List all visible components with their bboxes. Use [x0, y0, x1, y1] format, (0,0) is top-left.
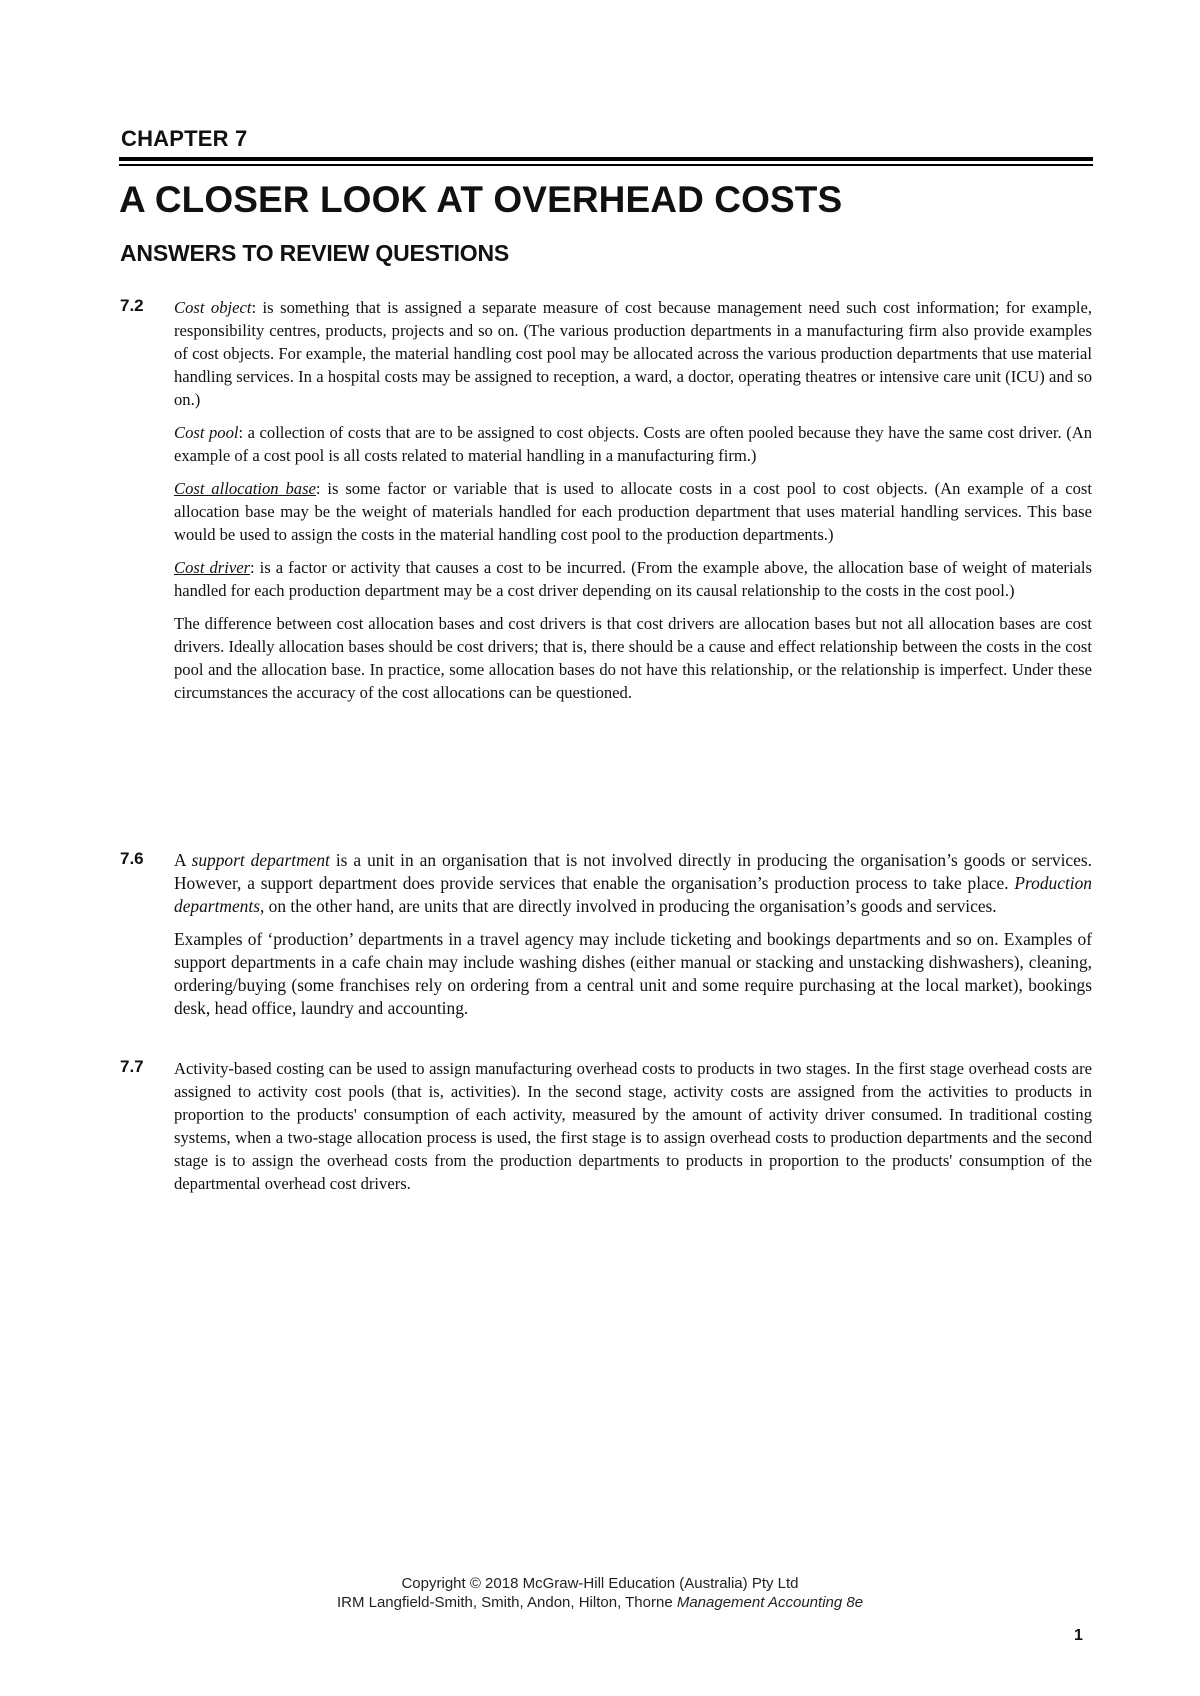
comparison-paragraph: The difference between cost allocation bases and cost drivers is that cost drivers are allocation bases but not all allocation bases are cost drivers. Ideally allocation bases should be cost drivers; that is, there should be a cause and effect relationship between the costs in the cost pool and the allocation base. In practice, some allocation bases do not have this relationship, or the relationship is imperfect. Under these circumstances the accuracy of the cost allocations can be questioned. — [174, 614, 1092, 702]
definition-text: : a collection of costs that are to be assigned to cost objects. Costs are often pooled because they have the same cost driver. (An example of a cost pool is all costs related to material handling in a manufacturing firm.) — [174, 423, 1092, 465]
definition-text: : is a factor or activity that causes a cost to be incurred. (From the example above, the allocation base of weight of materials handled for each production department may be a cost driver depending on its causal relationship to the costs in the cost pool.) — [174, 558, 1093, 600]
question-number: 7.2 — [120, 296, 144, 315]
question-7-2 — [120, 296, 1092, 714]
footer-book-title: Management Accounting 8e — [676, 1594, 864, 1611]
question-7-7 — [120, 1057, 1092, 1205]
definition-cost-pool — [174, 421, 1092, 467]
definition-cost-driver — [174, 556, 1092, 602]
term-production-departments: Production departments — [174, 873, 1092, 916]
question-number: 7.7 — [120, 1057, 144, 1076]
definition-cost-allocation-base — [174, 477, 1092, 546]
chapter-label: CHAPTER 7 — [121, 126, 248, 151]
text-run: A — [174, 850, 192, 870]
footer-citation — [0, 1594, 1200, 1611]
text-run: , on the other hand, are units that are directly involved in producing the organisation’s goods and services. — [259, 896, 997, 916]
definition-text: : is some factor or variable that is used to allocate costs in a cost pool to cost objects. (An example of a cost allocation base may be the weight of materials handled for each production department that uses material handling services. This base would be used to assign the costs in the material handling cost pool to the production departments.) — [174, 479, 1093, 544]
footer-copyright: Copyright © 2018 McGraw-Hill Education (Australia) Pty Ltd — [401, 1575, 799, 1592]
text-run: is a unit in an organisation that is not involved directly in producing the organisation’s goods or services. However, a support department does provide services that enable the organisation’s production process to take place. — [174, 850, 1092, 893]
section-subtitle: ANSWERS TO REVIEW QUESTIONS — [120, 240, 510, 266]
footer-authors: IRM Langfield-Smith, Smith, Andon, Hilton, Thorne — [336, 1594, 677, 1611]
definition-text: : is something that is assigned a separate measure of cost because management need such cost information; for example, responsibility centres, products, projects and so on. (The various production departments in a manufacturing firm also provide examples of cost objects. For example, the material handling cost pool may be allocated across the various production departments that use material handling services. In a hospital costs may be assigned to reception, a ward, a doctor, operating theatres or intensive care unit (ICU) and so on.) — [174, 298, 1092, 409]
term-support-department: support department — [191, 850, 330, 870]
definition-paragraph — [174, 849, 1092, 918]
term-cost-allocation-base: Cost allocation base — [174, 479, 316, 498]
term-cost-object: Cost object — [174, 298, 252, 317]
answer-body — [174, 296, 1092, 704]
term-cost-driver: Cost driver — [174, 558, 251, 577]
answer-body — [174, 1057, 1092, 1195]
header-rule-thick — [119, 157, 1093, 161]
term-cost-pool: Cost pool — [174, 423, 239, 442]
chapter-title: A CLOSER LOOK AT OVERHEAD COSTS — [119, 179, 843, 220]
question-7-6 — [120, 849, 1092, 1030]
question-number: 7.6 — [120, 849, 144, 868]
answer-body — [174, 849, 1092, 1020]
abc-paragraph: Activity-based costing can be used to assign manufacturing overhead costs to products in two stages. In the first stage overhead costs are assigned to activity cost pools (that is, activities). In the second stage, activity costs are assigned from the activities to products in proportion to the products' consumption of each activity, measured by the amount of activity driver consumed. In traditional costing systems, when a two-stage allocation process is used, the first stage is to assign overhead costs to production departments and the second stage is to assign the overhead costs from the production departments to products in proportion to the products' consumption of the departmental overhead cost drivers. — [174, 1059, 1092, 1193]
header-rule-thin — [119, 164, 1093, 166]
page-number: 1 — [1074, 1627, 1083, 1644]
definition-cost-object — [174, 296, 1092, 411]
examples-paragraph: Examples of ‘production’ departments in a travel agency may include ticketing and bookings departments and so on. Examples of support departments in a cafe chain may include washing dishes (either manual or stacking and unstacking dishwashers), cleaning, ordering/buying (some franchises rely on ordering from a central unit and some require purchasing at the local market), bookings desk, head office, laundry and accounting. — [174, 929, 1092, 1018]
